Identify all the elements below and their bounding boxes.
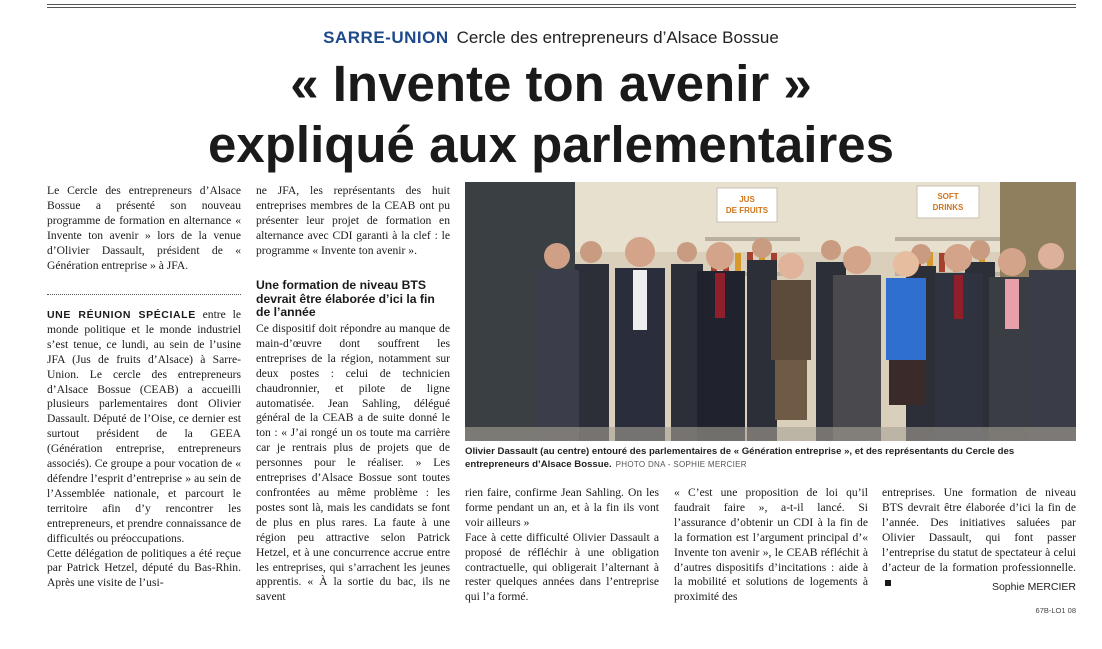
byline-signature: Sophie MERCIER xyxy=(991,581,1076,593)
article-column-4 xyxy=(674,486,868,605)
photo-caption xyxy=(465,445,1076,471)
article-column-5 xyxy=(882,486,1076,590)
group-photo xyxy=(465,182,1076,441)
sign-soft-line-2: DRINKS xyxy=(932,203,964,212)
column-1-paragraph-1 xyxy=(47,308,241,547)
chapo xyxy=(47,184,241,273)
column-1-text: entre le monde politique et le monde industriel s’est tenue, ce lundi, au sein de l’usine JFA (Jus de fruits d’Alsace) à Sarre-Union. Le cercle des entrepreneurs d’Alsace Bossue (CEAB) a accueilli plusieurs parlementaires dont Olivier Dassault. Député de l’Oise, ce dernier est surtout président de la GEEA (Génération entreprise, entrepreneurs associés). Ce groupe a pour vocation de « défendre l’esprit d’entreprise » au sein de l’Assemblée nationale, et parcourt le territoire afin d’y rencontrer les entrepreneurs, et prendre connaissance de difficultés ou préoccupations. xyxy=(47,308,241,545)
article-column-2-top xyxy=(256,184,450,259)
column-3-paragraph-1: rien faire, confirme Jean Sahling. On les forme pendant un an, et à la fin ils vont voir ailleurs » xyxy=(465,486,659,529)
sign-soft-line-1: SOFT xyxy=(937,192,959,201)
column-2-paragraph-1: ne JFA, les représentants des huit entreprises membres de la CEAB ont pu présenter leur projet de formation en alternance avec CDI garanti à la clef : le programme « Invente ton avenir ». xyxy=(256,184,450,257)
article-column-3 xyxy=(465,486,659,605)
column-3-paragraph-2: Face à cette difficulté Olivier Dassault a proposé de réfléchir à une obligation contractuelle, qui obligerait l’alternant à rester quelques années dans l’entreprise qui l’a formé. xyxy=(465,530,659,604)
article-column-2 xyxy=(256,322,450,605)
sign-juice-line-2: DE FRUITS xyxy=(725,206,769,215)
kicker-location: SARRE-UNION xyxy=(323,28,449,47)
headline-line-1: « Invente ton avenir » xyxy=(290,55,812,112)
top-rule xyxy=(47,4,1076,8)
sign-juice-line-1: JUS xyxy=(739,195,755,204)
column-5-paragraph-1 xyxy=(882,486,1076,590)
column-1-paragraph-2: Cette délégation de politiques a été reçue par Patrick Hetzel, député du Bas-Rhin. Après une visite de l’usi- xyxy=(47,546,241,590)
subhead: Une formation de niveau BTS devrait être élaborée d’ici la fin de l’année xyxy=(256,278,435,320)
chapo-divider xyxy=(47,294,241,295)
column-2-paragraph-2: Ce dispositif doit répondre au manque de main-d’œuvre dont souffrent les entreprises de la région, notamment sur deux postes : celui de technicien chaudronnier, et pilote de ligne automatisée. Jean Sahling, délégué général de la CEAB a de suite donné le ton : « J’ai rongé un os toute ma carrière car je rentrais plus de projets que de personnes pour le réaliser. » Les entreprises d’Alsace Bossue sont toutes confrontées au même problème : les postes sont là, mais les candidats se font de plus en plus rares. La faute à une région peu attractive selon Patrick Hetzel, et à une concurrence accrue entre les entreprises, qui s’arrachent les jeunes apprentis. « À la sortie du bac, ils ne savent xyxy=(256,322,450,604)
kicker xyxy=(0,28,1102,48)
kicker-topic: Cercle des entrepreneurs d’Alsace Bossue xyxy=(456,28,779,47)
photo-credit: PHOTO DNA - SOPHIE MERCIER xyxy=(615,460,747,469)
group-photo-illustration xyxy=(465,182,1076,441)
caption-text: Olivier Dassault (au centre) entouré des parlementaires de « Génération entreprise », et des représentants du Cercle des entrepreneurs d’Alsace Bossue. xyxy=(465,446,1015,470)
lead-in: UNE RÉUNION SPÉCIALE xyxy=(47,309,196,321)
column-4-paragraph-1: « C’est une proposition de loi qu’il faudrait faire », a-t-il lancé. Si l’assurance d’obtenir un CDI à la fin de la formation est l’argument principal d’« Invente ton avenir », le CEAB réfléchit à d’autres dispositifs d’incitations : aide à la mobilité et solutions de logements à proximité des xyxy=(674,486,868,604)
column-5-text: entreprises. Une formation de niveau BTS devrait être élaborée d’ici la fin de l’année. Des initiatives saluées par Olivier Dassault, qui font passer l’entreprise du statut de spectateur à celui d’acteur de la formation professionnelle. xyxy=(882,486,1076,574)
chapo-text: Le Cercle des entrepreneurs d’Alsace Bossue a présenté son nouveau programme de formation en alternance « Invente ton avenir » lors de la venue d’Olivier Dassault, président de « Génération entreprise » à JFA. xyxy=(47,184,241,272)
headline-line-2: expliqué aux parlementaires xyxy=(208,116,894,173)
article-column-1 xyxy=(47,308,241,591)
page-folio: 67B-LO1 08 xyxy=(1035,606,1076,615)
